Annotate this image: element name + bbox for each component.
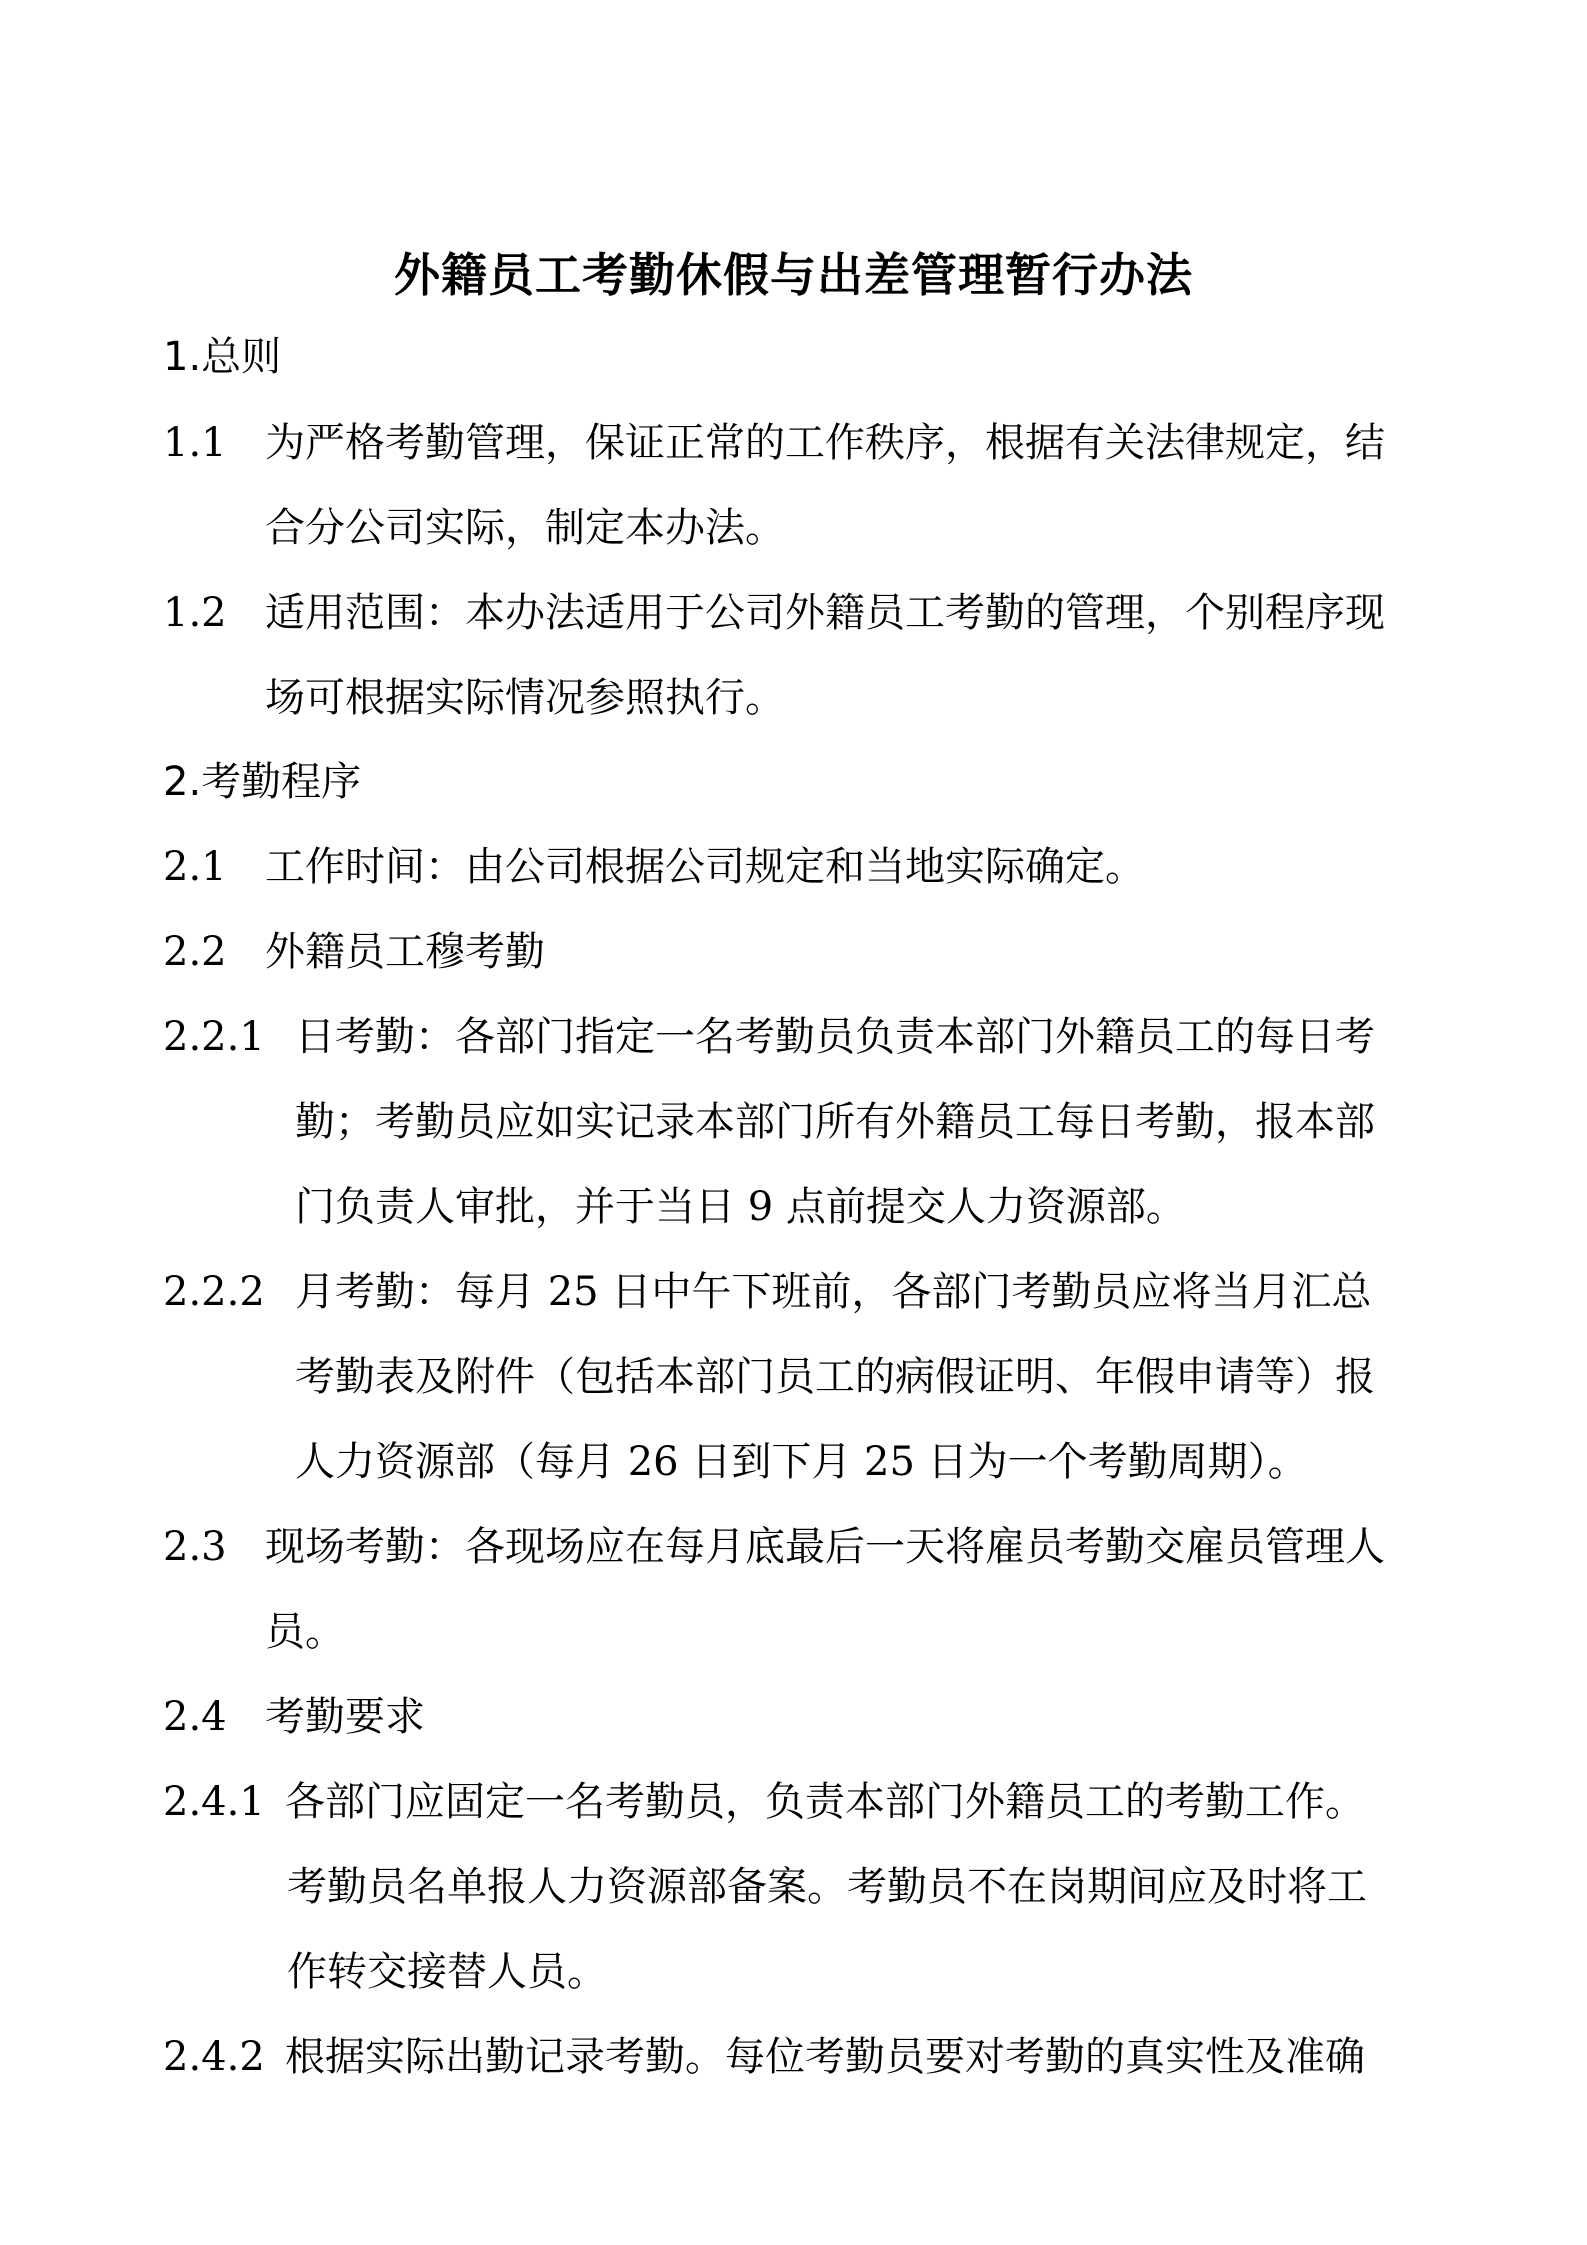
clause-2-4-1 — [163, 1777, 1365, 1827]
section-title: 考勤程序 — [201, 759, 362, 805]
clause-text-line: 日考勤：各部门指定一名考勤员负责本部门外籍员工的每日考 — [295, 1014, 1375, 1060]
clause-text-line: 现场考勤：各现场应在每月底最后一天将雇员考勤交雇员管理人 — [265, 1524, 1385, 1570]
clause-number: 2.4.2 — [163, 2034, 265, 2080]
clause-number: 2.2.1 — [163, 1014, 265, 1060]
clause-number: 2.1 — [163, 844, 227, 890]
clause-text-line: 各部门应固定一名考勤员，负责本部门外籍员工的考勤工作。 — [285, 1779, 1365, 1825]
clause-2-2 — [163, 927, 545, 977]
clause-text-line: 月考勤：每月 25 日中午下班前，各部门考勤员应将当月汇总 — [295, 1269, 1372, 1315]
clause-2-2-2-continuation — [295, 1352, 1375, 1402]
section-number: 2. — [163, 759, 202, 805]
clause-text-line: 勤；考勤员应如实记录本部门所有外籍员工每日考勤，报本部 — [295, 1099, 1375, 1145]
clause-1-1 — [163, 418, 1385, 468]
clause-2-4-2 — [163, 2032, 1365, 2082]
clause-text-line: 人力资源部（每月 26 日到下月 25 日为一个考勤周期）。 — [295, 1439, 1308, 1485]
clause-2-2-2 — [163, 1267, 1371, 1317]
clause-2-4-1-continuation — [287, 1862, 1367, 1912]
clause-number: 2.4.1 — [163, 1779, 265, 1825]
clause-text-line: 员。 — [265, 1609, 345, 1655]
clause-text-line: 适用范围：本办法适用于公司外籍员工考勤的管理，个别程序现 — [265, 590, 1385, 636]
section-number: 1. — [163, 334, 202, 380]
clause-number: 2.2.2 — [163, 1269, 265, 1315]
section-heading-1 — [163, 332, 281, 382]
clause-text-line: 考勤要求 — [265, 1694, 425, 1740]
clause-2-4 — [163, 1692, 425, 1742]
clause-text-line: 场可根据实际情况参照执行。 — [265, 675, 785, 721]
clause-text-line: 合分公司实际，制定本办法。 — [265, 505, 785, 551]
clause-number: 1.1 — [163, 420, 227, 466]
clause-number: 1.2 — [163, 590, 227, 636]
clause-2-4-1-continuation — [287, 1947, 607, 1997]
clause-number: 2.3 — [163, 1524, 227, 1570]
clause-text-line: 工作时间：由公司根据公司规定和当地实际确定。 — [265, 844, 1145, 890]
clause-1-2-continuation — [265, 673, 785, 723]
document-title: 外籍员工考勤休假与出差管理暂行办法 — [394, 248, 1193, 302]
clause-2-2-1 — [163, 1012, 1375, 1062]
clause-1-1-continuation — [265, 503, 785, 553]
clause-text-line: 考勤表及附件（包括本部门员工的病假证明、年假申请等）报 — [295, 1354, 1375, 1400]
clause-text-line: 根据实际出勤记录考勤。每位考勤员要对考勤的真实性及准确 — [285, 2034, 1365, 2080]
section-heading-2 — [163, 757, 361, 807]
clause-text-line: 考勤员名单报人力资源部备案。考勤员不在岗期间应及时将工 — [287, 1864, 1367, 1910]
clause-2-1 — [163, 842, 1145, 892]
clause-text-line: 作转交接替人员。 — [287, 1949, 607, 1995]
clause-number: 2.4 — [163, 1694, 227, 1740]
section-title: 总则 — [201, 334, 282, 380]
clause-text-line: 门负责人审批，并于当日 9 点前提交人力资源部。 — [295, 1184, 1186, 1230]
clause-2-2-2-continuation — [295, 1437, 1308, 1487]
clause-2-3-continuation — [265, 1607, 345, 1657]
clause-text-line: 外籍员工穆考勤 — [265, 929, 545, 975]
clause-text-line: 为严格考勤管理，保证正常的工作秩序，根据有关法律规定，结 — [265, 420, 1385, 466]
clause-1-2 — [163, 588, 1385, 638]
clause-2-2-1-continuation — [295, 1182, 1186, 1232]
clause-2-2-1-continuation — [295, 1097, 1375, 1147]
clause-number: 2.2 — [163, 929, 227, 975]
clause-2-3 — [163, 1522, 1385, 1572]
